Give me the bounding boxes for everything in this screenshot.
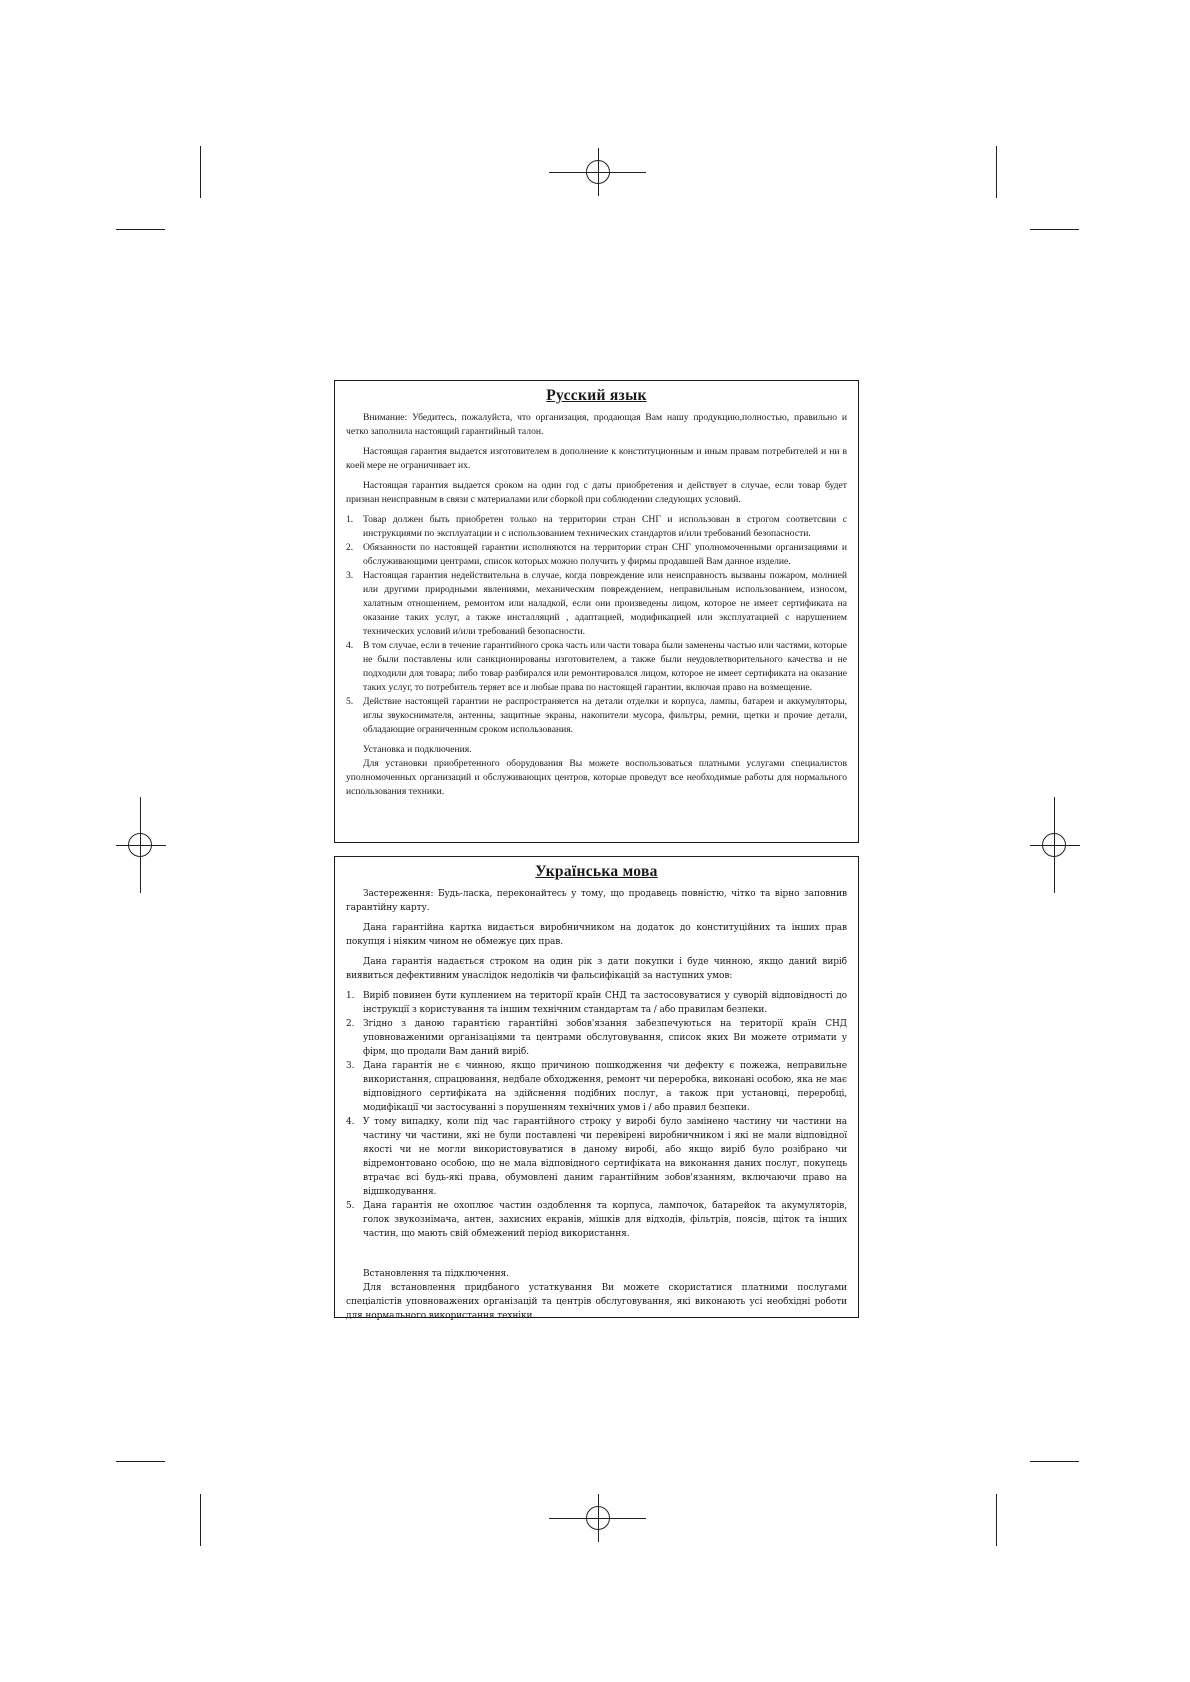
item-text: Обязанности по настоящей гарантии исполняются на территории стран СНГ уполномоченными организациями и обслуживающими центрами, список которых можно получить у фирмы продавшей Вам данное изделие.	[363, 542, 847, 567]
intro-paragraph: Внимание: Убедитесь, пожалуйста, что организация, продающая Вам нашу продукцию,полностью, правильно и четко заполнила настоящий гарантийный талон.	[346, 412, 847, 437]
registration-circle-left	[128, 833, 152, 857]
item-text: У тому випадку, коли під час гарантійного строку у виробі було замінено частину чи частини на частину чи частини, які не були поставлені чи перевірені виробничником і які не мали відповідної якості чи не могли використовуватися в даному виробі, або якщо виріб було розібрано чи відремонтовано особою, що не мала відповідного сертифіката на виконання даних послуг, покупець втрачає всі будь-які права, обумовлені даним гарантійним зобов'язанням, включаючи право на відшкодування.	[363, 1117, 847, 1197]
list-item	[346, 1017, 847, 1059]
conditions-list	[346, 989, 847, 1241]
crop-mark	[996, 146, 997, 198]
item-text: Товар должен быть приобретен только на территории стран СНГ и использован в строгом соответсвии с инструкциями по эксплуатации и с использованием технических стандартов и/или требований безопасности.	[363, 514, 847, 539]
list-item	[346, 569, 847, 639]
warranty-section-ukrainian	[334, 856, 859, 1321]
crop-mark	[116, 229, 165, 230]
install-heading: Встановлення та підключення.	[363, 1269, 509, 1279]
item-number: 3.	[346, 570, 354, 581]
list-item	[346, 1199, 847, 1241]
item-text: Дана гарантія не є чинною, якщо причиною пошкодження чи дефекту є пожежа, неправильне використання, спрацювання, недбале обходження, ремонт чи переробка, виконані особою, яка не має відповідного сертифіката на здійснення подібних послуг, а також при установці, переробці, модифікації чи застосуванні з порушенням технічних умов і / або правил безпеки.	[363, 1061, 847, 1113]
item-number: 1.	[346, 991, 355, 1001]
section-title: Русский язык	[546, 387, 647, 404]
intro-paragraph: Дана гарантія надається строком на один рік з дати покупки і буде чинною, якщо даний виріб виявиться дефективним унаслідок недоліків чи фальсифікацій за наступних умов:	[346, 957, 847, 981]
item-number: 4.	[346, 1117, 355, 1127]
registration-circle-bottom	[586, 1506, 610, 1530]
registration-circle-right	[1042, 833, 1066, 857]
item-text: Действие настоящей гарантии не распространяется на детали отделки и корпуса, лампы, батареи и аккумуляторы, иглы звукоснимателя, антенны, защитные экраны, накопители мусора, фильтры, ремни, щетки и прочие детали, обладающие ограниченным сроком использования.	[363, 696, 847, 735]
crop-mark	[200, 1494, 201, 1546]
warranty-section-russian	[334, 380, 859, 843]
item-text: В том случае, если в течение гарантийного срока часть или части товара были заменены частью или частями, которые не были поставлены или санкционированы изготовителем, а также были неудовлетворительного качества и не подходили для товара; либо товар разбирался или ремонтировался лицом, которое не имеет сертификата на оказание таких услуг, то потребитель теряет все и любые права по настоящей гарантии, включая право на возмещение.	[363, 640, 848, 693]
list-item	[346, 989, 847, 1017]
crop-mark	[200, 146, 201, 198]
item-text: Дана гарантія не охоплює частин оздоблення та корпуса, лампочок, батарейок та акумуляторів, голок звукознімача, антен, захисних екранів, мішків для відходів, фільтрів, поясів, щіток та інших частин, що мають свій обмежений період використання.	[363, 1201, 847, 1239]
list-item	[346, 541, 847, 569]
install-text: Для встановлення придбаного устаткування Ви можете скористатися платними послугами спеціалістів уповноважених організацій та центрів обслуговування, які виконають усі необхідні роботи для нормального використання техніки.	[346, 1283, 847, 1321]
list-item	[346, 1059, 847, 1115]
crop-mark	[116, 1461, 165, 1462]
intro-paragraph: Настоящая гарантия выдается сроком на один год с даты приобретения и действует в случае, если товар будет признан неисправным в связи с материалами или сборкой при соблюдении следующих условий.	[346, 480, 847, 505]
spacer	[346, 1247, 847, 1267]
item-number: 4.	[346, 640, 354, 651]
item-number: 5.	[346, 1201, 355, 1211]
list-item	[346, 695, 847, 737]
item-number: 2.	[346, 1019, 355, 1029]
item-number: 2.	[346, 542, 354, 553]
item-number: 1.	[346, 514, 354, 525]
crop-mark	[1030, 1461, 1079, 1462]
intro-paragraph: Настоящая гарантия выдается изготовителем в дополнение к конституционным и иным правам потребителей и ни в коей мере не ограничивает их.	[346, 446, 847, 471]
intro-paragraph: Дана гарантійна картка видається виробничником на додаток до конституційних та інших прав покупця і ніяким чином не обмежує цих прав.	[346, 923, 847, 947]
install-heading: Установка и подключения.	[363, 744, 472, 755]
crop-mark	[1030, 229, 1079, 230]
item-number: 5.	[346, 696, 354, 707]
item-text: Згідно з даною гарантією гарантійні зобов'язання забезпечуються на території країн СНД уповноваженими організаціями та центрами обслуговування, список яких Ви можете отримати у фірм, що продали Вам даний виріб.	[363, 1019, 847, 1057]
crop-mark	[996, 1494, 997, 1546]
list-item	[346, 639, 847, 695]
item-text: Виріб повинен бути куплением на території країн СНД та застосовуватися у суворій відповідності до інструкції з користування та іншим технічним стандартам та / або правилам безпеки.	[363, 991, 847, 1015]
list-item	[346, 1115, 847, 1199]
intro-paragraph: Застереження: Будь-ласка, переконайтесь у тому, що продавець повністю, чітко та вірно заповнив гарантійну карту.	[346, 889, 847, 913]
list-item	[346, 513, 847, 541]
section-title: Українська мова	[535, 863, 658, 880]
conditions-list	[346, 513, 847, 737]
install-text: Для установки приобретенного оборудования Вы можете воспользоваться платными услугами специалистов уполномоченных организаций и обслуживающих центров, которые проведут все необходимые работы для нормального использования техники.	[346, 758, 847, 797]
registration-circle-top	[586, 160, 610, 184]
item-text: Настоящая гарантия недействительна в случае, когда повреждение или неисправность вызваны пожаром, молнией или другими природными явлениями, механическим повреждением, неправильным использованием, износом, халатным отношением, ремонтом или наладкой, если они произведены лицом, которое не имеет сертификата на оказание таких услуг, а также инсталляций , адаптацией, модификацией или эксплуатацией с нарушением технических условий и/или требований безопасности.	[363, 570, 847, 637]
item-number: 3.	[346, 1061, 355, 1071]
